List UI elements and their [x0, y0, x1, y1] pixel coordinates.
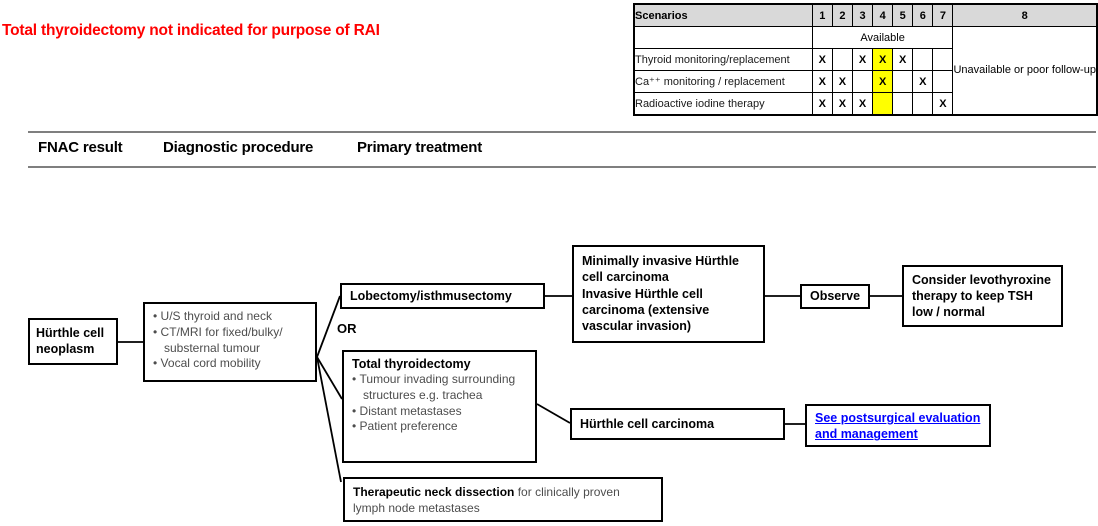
postsurgical-link-box [805, 404, 991, 447]
mark-cell [832, 49, 852, 71]
mark-cell: X [832, 93, 852, 116]
mark-cell: X [812, 49, 832, 71]
total-thyroidectomy-box [342, 350, 537, 463]
lobectomy-box: Lobectomy/isthmusectomy [340, 283, 545, 309]
scenario-col-3: 3 [852, 4, 872, 27]
total-thyroidectomy-item: • Distant metastases [352, 404, 531, 420]
mark-cell: X [913, 71, 933, 93]
carcinoma-types-box [572, 245, 765, 343]
available-label: Available [812, 27, 953, 49]
mark-cell [933, 71, 953, 93]
mark-cell: X [832, 71, 852, 93]
scenario-row-label: Ca⁺⁺ monitoring / replacement [634, 71, 812, 93]
mark-cell-highlighted [873, 93, 893, 116]
scenario-col-1: 1 [812, 4, 832, 27]
postsurgical-link[interactable]: See postsurgical evaluation and management [815, 411, 981, 442]
mark-cell: X [812, 71, 832, 93]
diagnostic-box [143, 302, 317, 382]
connector-fan-total-thyroidectomy [317, 357, 342, 399]
or-label: OR [337, 321, 357, 336]
mark-cell [852, 71, 872, 93]
total-thyroidectomy-item: • Patient preference [352, 419, 531, 435]
neck-dissection-rest: for clinically proven lymph node metastases [353, 485, 620, 516]
primary-treatment-header: Primary treatment [357, 139, 482, 156]
levothyroxine-box: Consider levothyroxine therapy to keep TSH low / normal [902, 265, 1063, 327]
mark-cell [913, 49, 933, 71]
mark-cell [893, 93, 913, 116]
carcinoma-box: Hürthle cell carcinoma [570, 408, 785, 440]
mark-cell: X [852, 49, 872, 71]
scenario-row-label: Thyroid monitoring/replacement [634, 49, 812, 71]
total-thyroidectomy-title: Total thyroidectomy [352, 357, 471, 371]
scenario-col-4: 4 [873, 4, 893, 27]
available-row [634, 27, 1097, 49]
mark-cell [933, 49, 953, 71]
neck-dissection-box [343, 477, 663, 522]
scenarios-header-row [634, 4, 1097, 27]
mark-cell [893, 71, 913, 93]
total-thyroidectomy-item: • Tumour invading surrounding structures e.g. trachea [352, 372, 531, 404]
unavailable-label: Unavailable or poor follow-up [953, 27, 1097, 116]
minimally-invasive-text: Minimally invasive Hürthle cell carcinoma [582, 254, 739, 285]
fnac-result-header: FNAC result [38, 139, 123, 156]
scenario-row-label: Radioactive iodine therapy [634, 93, 812, 116]
diagnostic-procedure-header: Diagnostic procedure [163, 139, 314, 156]
header-rule-bottom [28, 166, 1096, 168]
empty-label-cell [634, 27, 812, 49]
scenarios-title: Scenarios [634, 4, 812, 27]
rai-note: Total thyroidectomy not indicated for purpose of RAI [2, 22, 380, 39]
mark-cell: X [852, 93, 872, 116]
diagnostic-item: • CT/MRI for fixed/bulky/ substernal tumour [153, 325, 311, 357]
connector-total-carcinoma [537, 404, 570, 423]
mark-cell [913, 93, 933, 116]
scenario-col-8: 8 [953, 4, 1097, 27]
mark-cell: X [893, 49, 913, 71]
scenario-col-2: 2 [832, 4, 852, 27]
connector-fan-neck-dissection [317, 357, 341, 482]
diagnostic-item: • Vocal cord mobility [153, 356, 311, 372]
observe-box: Observe [800, 284, 870, 309]
mark-cell-highlighted: X [873, 71, 893, 93]
scenario-col-6: 6 [913, 4, 933, 27]
neck-dissection-title: Therapeutic neck dissection [353, 485, 515, 499]
scenarios-table [633, 3, 1098, 116]
header-rule-top [28, 131, 1096, 133]
scenario-col-7: 7 [933, 4, 953, 27]
mark-cell: X [812, 93, 832, 116]
diagnostic-item: • U/S thyroid and neck [153, 309, 311, 325]
mark-cell-highlighted: X [873, 49, 893, 71]
invasive-text: Invasive Hürthle cell carcinoma (extensive vascular invasion) [582, 286, 710, 333]
neoplasm-box: Hürthle cell neoplasm [28, 318, 118, 365]
mark-cell: X [933, 93, 953, 116]
scenario-col-5: 5 [893, 4, 913, 27]
